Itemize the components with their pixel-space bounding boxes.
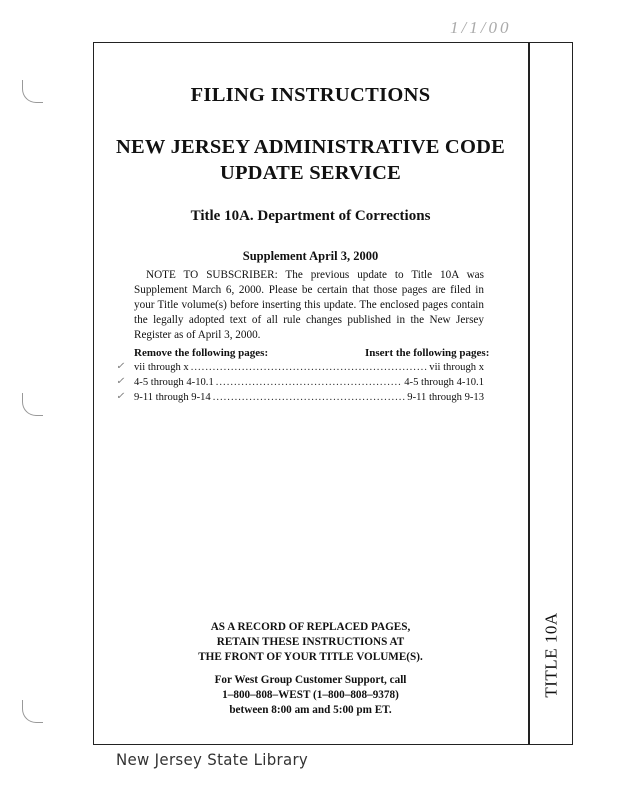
remove-pages: 4-5 through 4-10.1 — [134, 377, 214, 388]
remove-column-header: Remove the following pages: — [134, 347, 269, 359]
insert-pages: 4-5 through 4-10.1 — [404, 377, 484, 388]
record-notice — [93, 620, 528, 665]
check-mark: ✓ — [116, 376, 125, 387]
tab-divider — [528, 42, 530, 745]
remove-pages: 9-11 through 9-14 — [134, 392, 211, 403]
page-row — [134, 362, 484, 376]
title-department: Title 10A. Department of Corrections — [190, 208, 431, 224]
insert-pages: 9-11 through 9-13 — [407, 392, 484, 403]
customer-support — [93, 673, 528, 718]
support-line-1: For West Group Customer Support, call — [214, 674, 407, 686]
subtitle-line-2: UPDATE SERVICE — [219, 162, 402, 184]
punch-hole-mark — [22, 80, 43, 103]
support-hours: between 8:00 am and 5:00 pm ET. — [229, 704, 392, 716]
insert-pages: vii through x — [429, 362, 484, 373]
page-row — [134, 392, 484, 406]
side-tab-label: TITLE 10A — [542, 612, 562, 698]
page-title: FILING INSTRUCTIONS — [190, 84, 431, 106]
side-title-tab — [538, 600, 566, 710]
leader-dots — [216, 377, 403, 388]
leader-dots — [191, 362, 428, 373]
subtitle-line-1: NEW JERSEY ADMINISTRATIVE CODE — [116, 136, 505, 158]
record-line-1: AS A RECORD OF REPLACED PAGES, — [210, 621, 411, 633]
handwritten-note: 1/1/00 — [450, 18, 512, 37]
support-phone: 1–800–808–WEST (1–800–808–9378) — [222, 689, 399, 701]
page-row — [134, 377, 484, 391]
record-line-3: THE FRONT OF YOUR TITLE VOLUME(S). — [198, 651, 423, 663]
punch-hole-mark — [22, 393, 43, 416]
record-line-2: RETAIN THESE INSTRUCTIONS AT — [216, 636, 405, 648]
page-subtitle — [93, 134, 528, 186]
check-mark: ✓ — [116, 361, 125, 372]
check-mark: ✓ — [116, 391, 125, 402]
library-stamp: New Jersey State Library — [116, 750, 309, 770]
insert-column-header: Insert the following pages: — [365, 347, 490, 359]
remove-pages: vii through x — [134, 362, 189, 373]
subscriber-note: NOTE TO SUBSCRIBER: The previous update to Title 10A was Supplement March 6, 2000. Please be certain that those pages are filed in your Title volume(s) before inserting this update. The enclosed pages contain the legally adopted text of all rule changes published in the New Jersey Register as of April 3, 2000. — [134, 269, 484, 341]
punch-hole-mark — [22, 700, 43, 723]
supplement-date: Supplement April 3, 2000 — [242, 249, 379, 263]
leader-dots — [213, 392, 406, 403]
